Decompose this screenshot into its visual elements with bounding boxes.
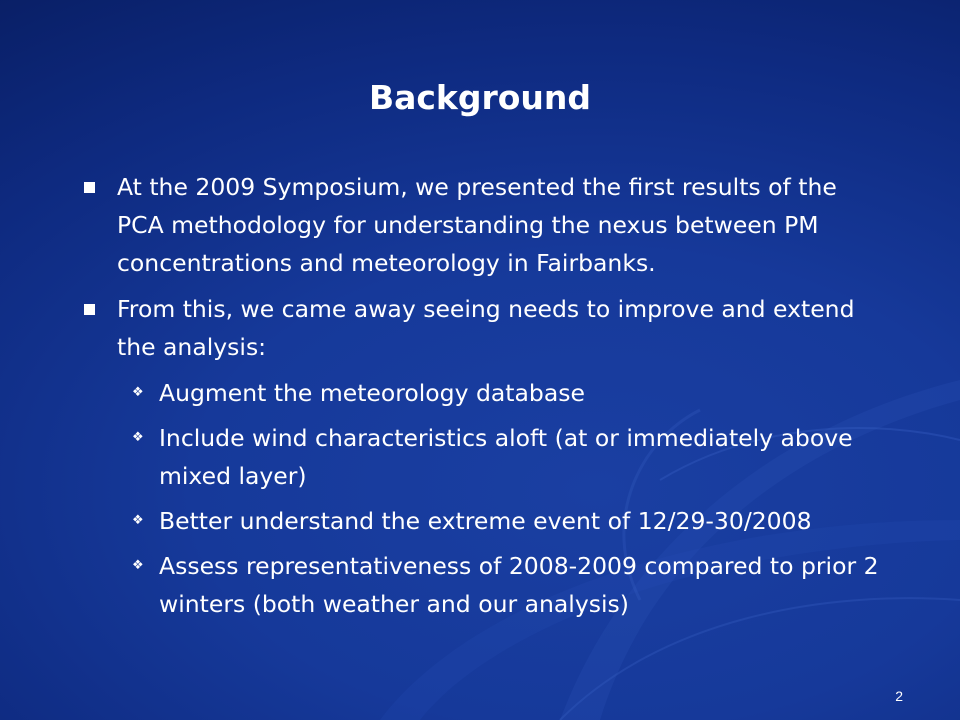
sub-bullet-text: Assess representativeness of 2008-2009 compared to prior 2 winters (both weather and our analysis) [159,552,879,618]
diamond-bullet-icon: ❖ [132,385,144,400]
square-bullet-icon [84,304,95,315]
sub-bullet-text: Better understand the extreme event of 12/29-30/2008 [159,507,812,535]
diamond-bullet-icon: ❖ [132,558,144,573]
bullet-item [84,290,884,366]
page-number: 2 [895,688,903,704]
slide-title: Background [368,78,592,117]
bullet-list [84,168,884,630]
sub-bullet-item [132,374,884,412]
square-bullet-icon [84,182,95,193]
sub-bullet-item [132,502,884,540]
bullet-item [84,168,884,282]
sub-bullet-item [132,547,884,623]
diamond-bullet-icon: ❖ [132,430,144,445]
sub-bullet-text: Include wind characteristics aloft (at or immediately above mixed layer) [159,424,853,490]
bullet-text: At the 2009 Symposium, we presented the first results of the PCA methodology for understanding the nexus between PM concentrations and meteorology in Fairbanks. [117,173,837,277]
sub-bullet-text: Augment the meteorology database [159,379,585,407]
diamond-bullet-icon: ❖ [132,513,144,528]
bullet-text: From this, we came away seeing needs to improve and extend the analysis: [117,295,855,361]
sub-bullet-item [132,419,884,495]
